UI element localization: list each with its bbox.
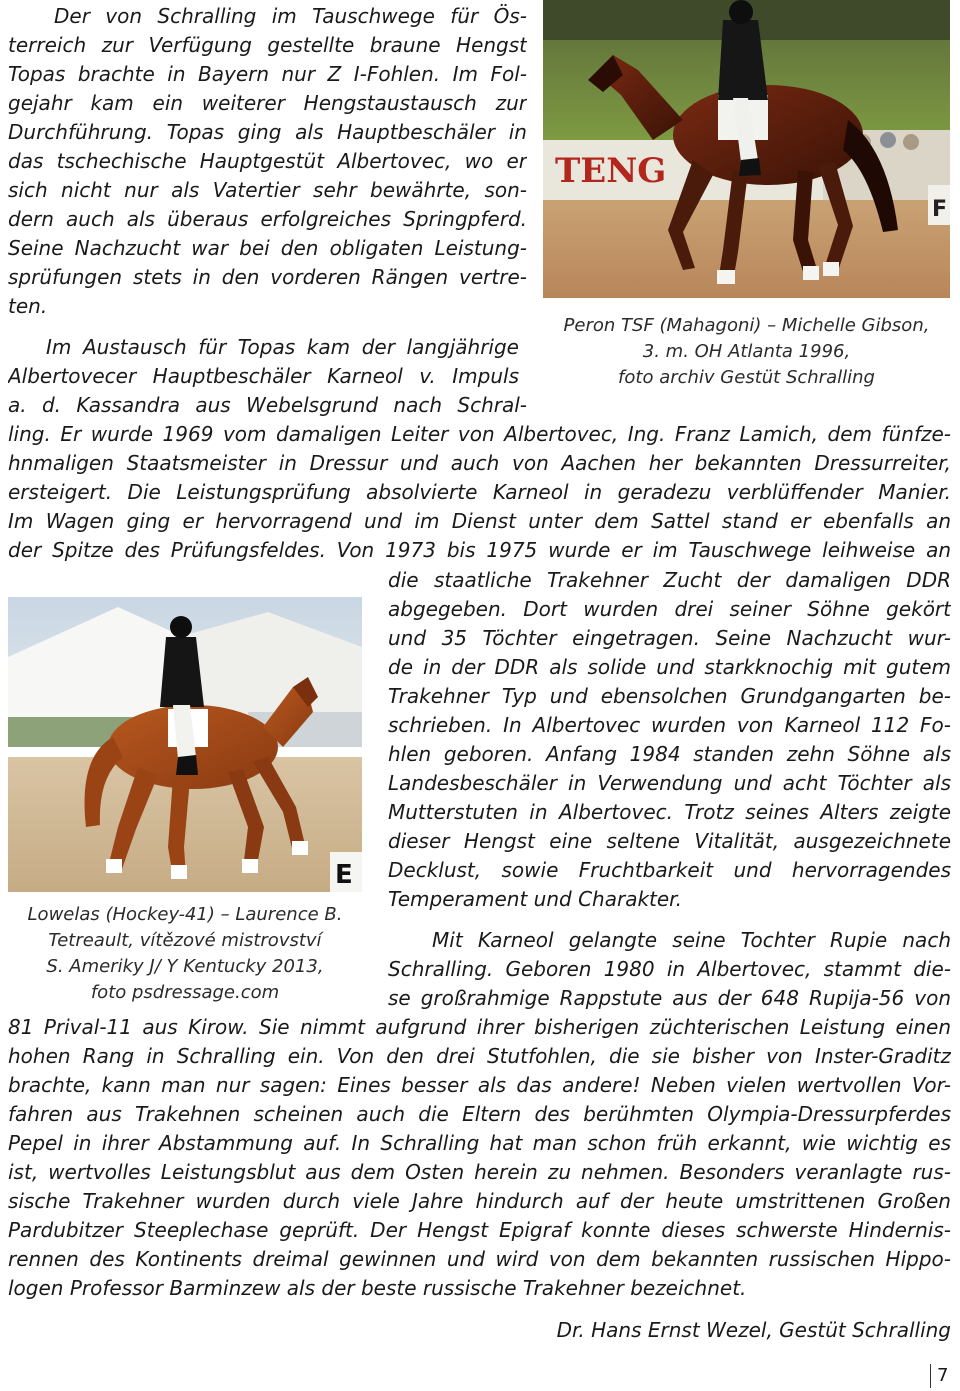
text-line: dern auch als überaus erfolgreiches Springpferd. xyxy=(8,207,527,231)
text-line: hohen Rang in Schralling ein. Von den drei Stutfohlen, die sie bisher von Inster-Graditz xyxy=(8,1044,951,1068)
text-line: Schralling. Geboren 1980 in Albertovec, stammt die- xyxy=(388,957,951,981)
author-signature: Dr. Hans Ernst Wezel, Gestüt Schralling xyxy=(556,1318,951,1342)
text-line: gejahr kam ein weiterer Hengstaustausch zur xyxy=(8,91,527,115)
text-line: fahren aus Trakehnen scheinen auch die Eltern des berühmten Olympia-Dressurpferdes xyxy=(8,1102,951,1126)
text-line: logen Professor Barminzew als der beste russische Trakehner bezeichnet. xyxy=(8,1276,747,1300)
text-line: abgegeben. Dort wurden drei seiner Söhne gekört xyxy=(388,597,951,621)
photo-caption-line: Lowelas (Hockey-41) – Laurence B. xyxy=(27,904,343,925)
text-line: der Spitze des Prüfungsfeldes. Von 1973 bis 1975 wurde er im Tauschwege leihweise an xyxy=(8,538,951,562)
arena-letter: E xyxy=(335,860,353,890)
text-line: Mutterstuten in Albertovec. Trotz seines Alters zeigte xyxy=(388,800,951,824)
text-line: Decklust, sowie Fruchtbarkeit und hervorragendes xyxy=(388,858,951,882)
text-line: Mit Karneol gelangte seine Tochter Rupie nach xyxy=(432,928,951,952)
photo-caption-line: 3. m. OH Atlanta 1996, xyxy=(642,341,851,362)
text-line: Albertovecer Hauptbeschäler Karneol v. Impuls xyxy=(8,364,519,388)
text-line: ten. xyxy=(8,294,48,318)
text-line: Landesbeschäler in Verwendung und acht Töchter als xyxy=(388,771,951,795)
text-line: Trakehner Typ und ebensolchen Grundgangarten be- xyxy=(388,684,951,708)
text-line: Im Austausch für Topas kam der langjährige xyxy=(46,335,519,359)
text-line: terreich zur Verfügung gestellte braune Hengst xyxy=(8,33,527,57)
text-line: Seine Nachzucht war bei den obligaten Leistung- xyxy=(8,236,527,260)
text-line: Temperament und Charakter. xyxy=(388,887,682,911)
horse-photo-image xyxy=(8,597,362,892)
text-line: sische Trakehner wurden durch viele Jahre hindurch auf der heute umstrittenen Großen xyxy=(8,1189,951,1213)
text-line: Pepel in ihrer Abstammung auf. In Schralling hat man schon früh erkannt, wie wichtig es xyxy=(8,1131,951,1155)
text-line: und 35 Töchter eingetragen. Seine Nachzucht wur- xyxy=(388,626,951,650)
text-line: die staatliche Trakehner Zucht der damaligen DDR xyxy=(388,568,951,592)
text-line: dieser Hengst eine seltene Vitalität, ausgezeichnete xyxy=(388,829,951,853)
text-line: rennen des Kontinents dreimal gewinnen und wird von dem bekannten russischen Hippo- xyxy=(8,1247,951,1271)
text-line: Der von Schralling im Tauschwege für Ös- xyxy=(54,4,527,28)
photo-caption-line: S. Ameriky J/ Y Kentucky 2013, xyxy=(46,956,324,977)
banner-text: TENG xyxy=(555,151,667,191)
photo-caption-line: Tetreault, vítězové mistrovství xyxy=(48,930,322,951)
arena-letter: F xyxy=(932,197,948,222)
text-line: sich nicht nur als Vatertier sehr bewährte, son- xyxy=(8,178,527,202)
photo-caption-line: Peron TSF (Mahagoni) – Michelle Gibson, xyxy=(563,315,930,336)
text-line: Pardubitzer Steeplechase geprüft. Der Hengst Epigraf konnte dieses schwerste Hindernis- xyxy=(8,1218,951,1242)
page-number: 7 xyxy=(930,1364,948,1388)
horse-photo-image xyxy=(543,0,950,298)
text-line: 81 Prival-11 aus Kirow. Sie nimmt aufgrund ihrer bisherigen züchterischen Leistung einen xyxy=(8,1015,951,1039)
text-line: se großrahmige Rappstute aus der 648 Rupija-56 von xyxy=(388,986,951,1010)
text-line: sprüfungen stets in den vorderen Rängen vertre- xyxy=(8,265,527,289)
photo-caption-line: foto archiv Gestüt Schralling xyxy=(618,367,875,388)
text-line: schrieben. In Albertovec wurden von Karneol 112 Fo- xyxy=(388,713,951,737)
text-line: Topas brachte in Bayern nur Z I-Fohlen. Im Fol- xyxy=(8,62,527,86)
text-line: de in der DDR als solide und starkknochig mit gutem xyxy=(388,655,951,679)
text-line: Im Wagen ging er hervorragend und im Dienst unter dem Sattel stand er ebenfalls an xyxy=(8,509,951,533)
text-line: brachte, kann man nur sagen: Eines besser als das andere! Neben vielen wertvollen Vor- xyxy=(8,1073,951,1097)
text-line: ling. Er wurde 1969 vom damaligen Leiter von Albertovec, Ing. Franz Lamich, dem fünfze- xyxy=(8,422,951,446)
text-line: das tschechische Hauptgestüt Albertovec, wo er xyxy=(8,149,527,173)
text-line: ist, wertvolles Leistungsblut aus dem Osten herein zu nehmen. Besonders veranlagte rus- xyxy=(8,1160,951,1184)
photo-caption-line: foto psdressage.com xyxy=(90,982,280,1003)
text-line: a. d. Kassandra aus Webelsgrund nach Schral- xyxy=(8,393,527,417)
text-line: hnmaligen Staatsmeister in Dressur und auch von Aachen her bekannten Dressurreiter, xyxy=(8,451,951,475)
text-line: hlen geboren. Anfang 1984 standen zehn Söhne als xyxy=(388,742,951,766)
photo-peron-dressage xyxy=(543,0,950,298)
photo-lowelas-dressage xyxy=(8,597,362,892)
text-line: Durchführung. Topas ging als Hauptbeschäler in xyxy=(8,120,527,144)
text-line: ersteigert. Die Leistungsprüfung absolvierte Karneol in geradezu verblüffender Manier. xyxy=(8,480,951,504)
